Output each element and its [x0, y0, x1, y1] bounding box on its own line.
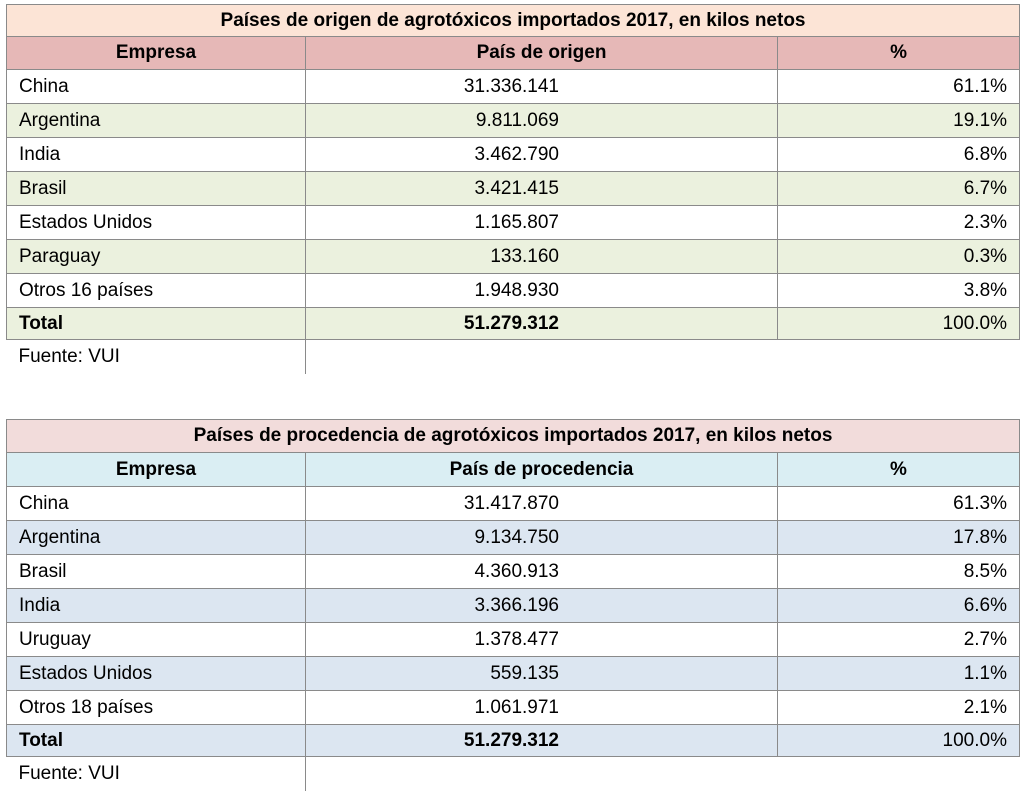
table-row	[7, 240, 1020, 274]
table-row	[7, 657, 1020, 691]
table-row	[7, 274, 1020, 308]
table-row	[7, 104, 1020, 138]
table-title-row	[7, 420, 1020, 453]
provenance-countries-table	[6, 419, 1020, 791]
table-row	[7, 555, 1020, 589]
row-value: 1.165.807	[306, 206, 778, 240]
row-name: Otros 16 países	[7, 274, 306, 308]
row-name: Brasil	[7, 172, 306, 206]
table-row	[7, 70, 1020, 104]
table-row	[7, 623, 1020, 657]
table-row	[7, 487, 1020, 521]
row-value: 1.061.971	[306, 691, 778, 725]
table-row	[7, 138, 1020, 172]
row-percent: 2.3%	[778, 206, 1020, 240]
row-value: 559.135	[306, 657, 778, 691]
row-value: 3.462.790	[306, 138, 778, 172]
header-row	[7, 453, 1020, 487]
table-row	[7, 521, 1020, 555]
row-percent: 0.3%	[778, 240, 1020, 274]
table-row	[7, 589, 1020, 623]
row-name: Otros 18 países	[7, 691, 306, 725]
row-percent: 3.8%	[778, 274, 1020, 308]
total-percent: 100.0%	[778, 308, 1020, 340]
source-row	[7, 757, 1020, 792]
row-value: 31.417.870	[306, 487, 778, 521]
total-row	[7, 308, 1020, 340]
row-value: 3.421.415	[306, 172, 778, 206]
row-percent: 19.1%	[778, 104, 1020, 138]
row-percent: 8.5%	[778, 555, 1020, 589]
empty-cell	[306, 757, 1020, 792]
empty-cell	[306, 340, 1020, 375]
origin-countries-table	[6, 4, 1020, 374]
header-row	[7, 37, 1020, 70]
row-value: 9.134.750	[306, 521, 778, 555]
row-percent: 2.1%	[778, 691, 1020, 725]
row-value: 1.948.930	[306, 274, 778, 308]
row-value: 4.360.913	[306, 555, 778, 589]
row-name: India	[7, 589, 306, 623]
row-name: Argentina	[7, 104, 306, 138]
row-name: Brasil	[7, 555, 306, 589]
column-header-country-of-provenance: País de procedencia	[306, 453, 778, 487]
table-row	[7, 172, 1020, 206]
table-title-row	[7, 5, 1020, 37]
row-value: 133.160	[306, 240, 778, 274]
total-label: Total	[7, 308, 306, 340]
row-value: 9.811.069	[306, 104, 778, 138]
table-title: Países de procedencia de agrotóxicos importados 2017, en kilos netos	[7, 420, 1020, 453]
row-percent: 1.1%	[778, 657, 1020, 691]
row-name: Argentina	[7, 521, 306, 555]
source-note: Fuente: VUI	[7, 340, 306, 375]
row-percent: 2.7%	[778, 623, 1020, 657]
source-row	[7, 340, 1020, 375]
row-percent: 6.7%	[778, 172, 1020, 206]
row-name: Paraguay	[7, 240, 306, 274]
total-value: 51.279.312	[306, 308, 778, 340]
row-value: 3.366.196	[306, 589, 778, 623]
row-percent: 61.3%	[778, 487, 1020, 521]
total-label: Total	[7, 725, 306, 757]
total-percent: 100.0%	[778, 725, 1020, 757]
row-value: 31.336.141	[306, 70, 778, 104]
column-header-percent: %	[778, 453, 1020, 487]
row-percent: 6.6%	[778, 589, 1020, 623]
column-header-country-of-origin: País de origen	[306, 37, 778, 70]
total-row	[7, 725, 1020, 757]
row-name: Estados Unidos	[7, 206, 306, 240]
total-value: 51.279.312	[306, 725, 778, 757]
row-name: Estados Unidos	[7, 657, 306, 691]
row-name: Uruguay	[7, 623, 306, 657]
source-note: Fuente: VUI	[7, 757, 306, 792]
row-percent: 17.8%	[778, 521, 1020, 555]
table-row	[7, 691, 1020, 725]
row-value: 1.378.477	[306, 623, 778, 657]
table-row	[7, 206, 1020, 240]
row-name: India	[7, 138, 306, 172]
column-header-percent: %	[778, 37, 1020, 70]
row-name: China	[7, 487, 306, 521]
row-percent: 61.1%	[778, 70, 1020, 104]
column-header-company: Empresa	[7, 37, 306, 70]
table-title: Países de origen de agrotóxicos importados 2017, en kilos netos	[7, 5, 1020, 37]
row-name: China	[7, 70, 306, 104]
row-percent: 6.8%	[778, 138, 1020, 172]
column-header-company: Empresa	[7, 453, 306, 487]
